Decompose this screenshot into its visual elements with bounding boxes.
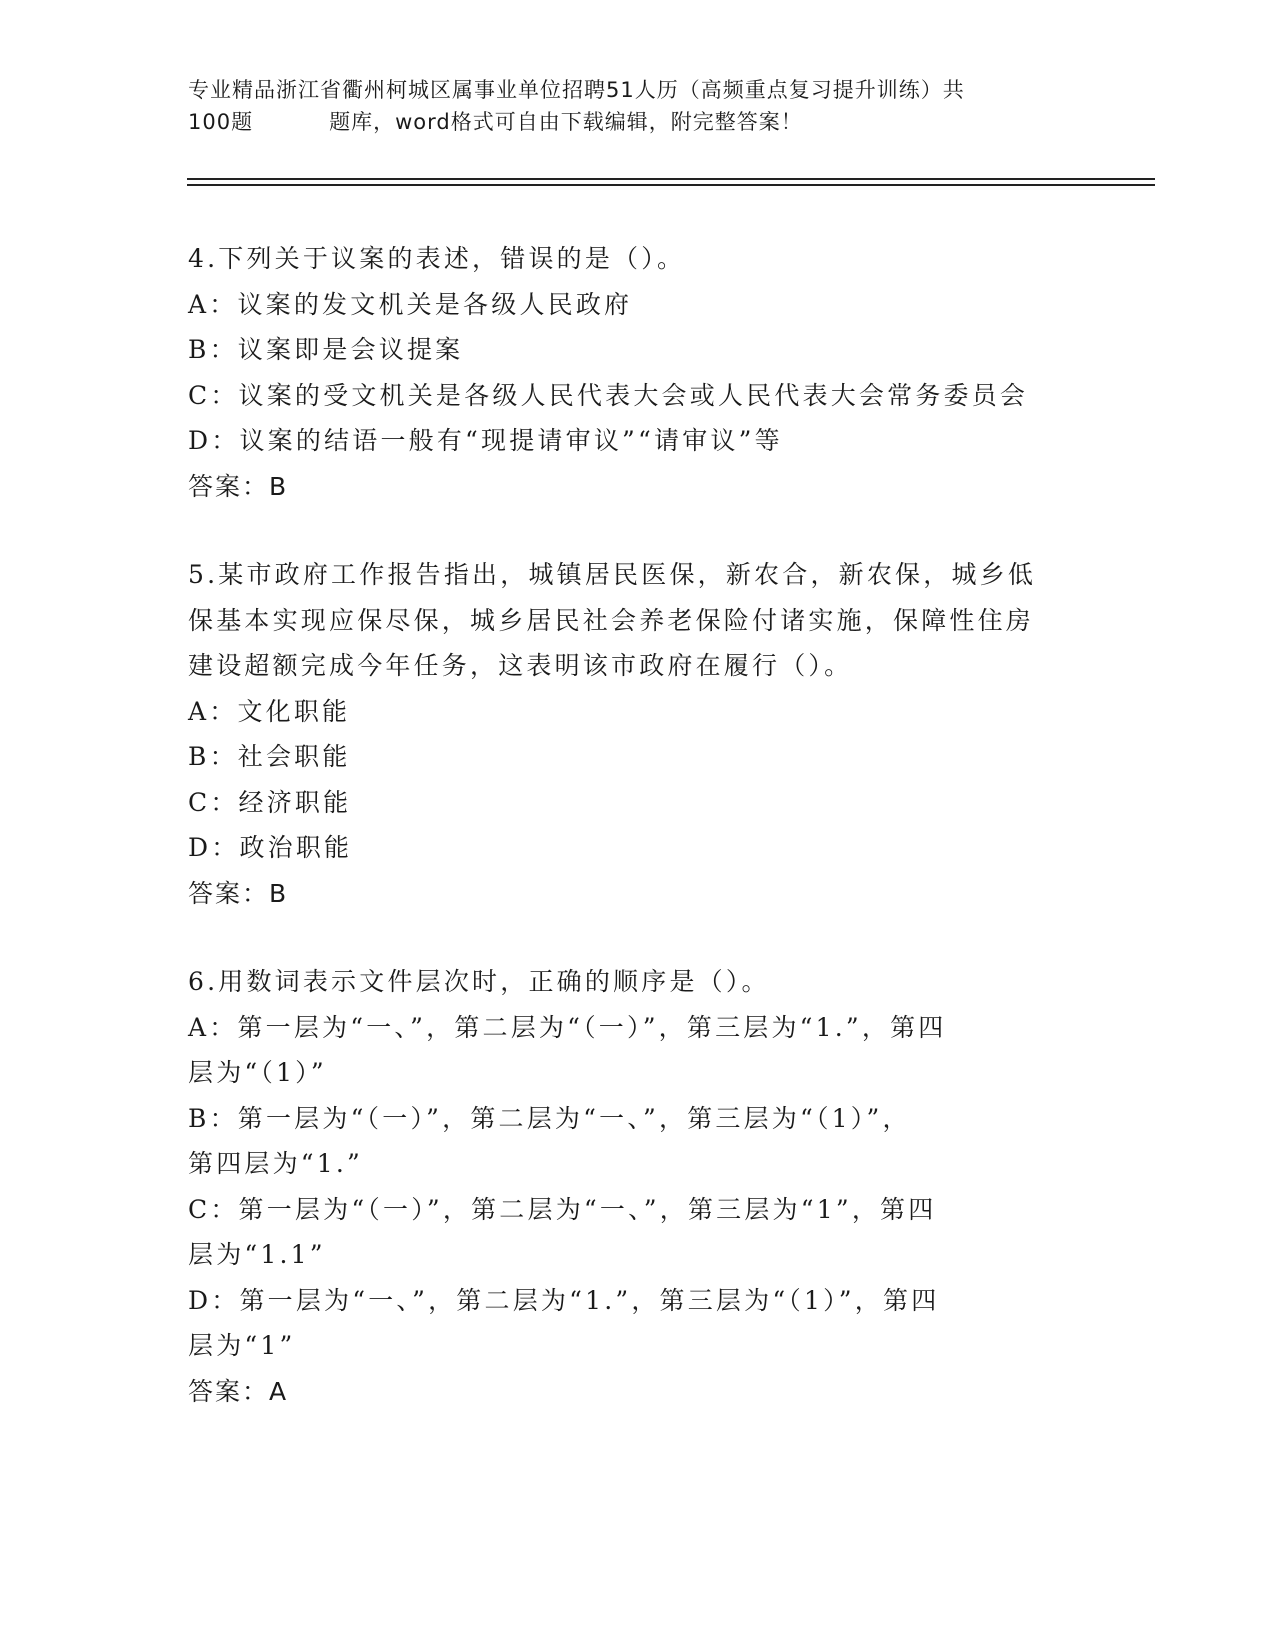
header-rule-top xyxy=(187,178,1155,180)
option-d: D：议案的结语一般有“现提请审议”“请审议”等 xyxy=(188,426,783,455)
option-c: C：经济职能 xyxy=(188,787,352,817)
option-b-continued: 第四层为“1.” xyxy=(188,1149,364,1178)
question-stem: 5.某市政府工作报告指出，城镇居民医保，新农合，新农保，城乡低 xyxy=(188,560,1037,589)
question-list xyxy=(188,236,1088,1457)
header-rule-bottom xyxy=(187,184,1155,186)
option-a: A：文化职能 xyxy=(188,696,351,726)
question-stem: 保基本实现应保尽保，城乡居民社会养老保险付诸实施，保障性住房 xyxy=(188,605,1035,635)
option-c: C：议案的受文机关是各级人民代表大会或人民代表大会常务委员会 xyxy=(188,380,1029,410)
option-b: B：第一层为“（一）”，第二层为“一、”，第三层为“（1）”， xyxy=(188,1103,911,1133)
question-stem: 建设超额完成今年任务，这表明该市政府在履行（）。 xyxy=(188,651,853,680)
header-line-1: 专业精品浙江省衢州柯城区属事业单位招聘51人历（高频重点复习提升训练）共 xyxy=(188,78,965,102)
answer: 答案：B xyxy=(188,471,289,501)
question-6 xyxy=(188,959,1088,1414)
option-b: B：社会职能 xyxy=(188,742,351,771)
option-a: A：第一层为“一、”，第二层为“（一）”，第三层为“1.”，第四 xyxy=(188,1012,947,1042)
option-d: D：第一层为“一、”，第二层为“1.”，第三层为“（1）”，第四 xyxy=(188,1285,940,1315)
document-header xyxy=(188,74,1088,138)
option-b: B：议案即是会议提案 xyxy=(188,335,464,364)
option-c-continued: 层为“1.1” xyxy=(188,1240,326,1269)
question-stem: 6.用数词表示文件层次时，正确的顺序是（）。 xyxy=(188,967,770,996)
header-line-2-right: 题库，word格式可自由下载编辑，附完整答案！ xyxy=(329,110,803,134)
header-line-2 xyxy=(188,106,1088,138)
option-a-continued: 层为“（1）” xyxy=(188,1058,327,1087)
answer: 答案：B xyxy=(188,878,289,908)
answer: 答案：A xyxy=(188,1376,289,1406)
question-5 xyxy=(188,552,1088,916)
option-d: D：政治职能 xyxy=(188,833,353,862)
question-stem: 4.下列关于议案的表述，错误的是（）。 xyxy=(188,244,686,273)
header-line-2-left: 100题 xyxy=(188,110,254,134)
question-4 xyxy=(188,236,1088,509)
option-a: A：议案的发文机关是各级人民政府 xyxy=(188,289,633,319)
option-d-continued: 层为“1” xyxy=(188,1331,296,1360)
option-c: C：第一层为“（一）”，第二层为“一、”，第三层为“1”，第四 xyxy=(188,1194,937,1224)
